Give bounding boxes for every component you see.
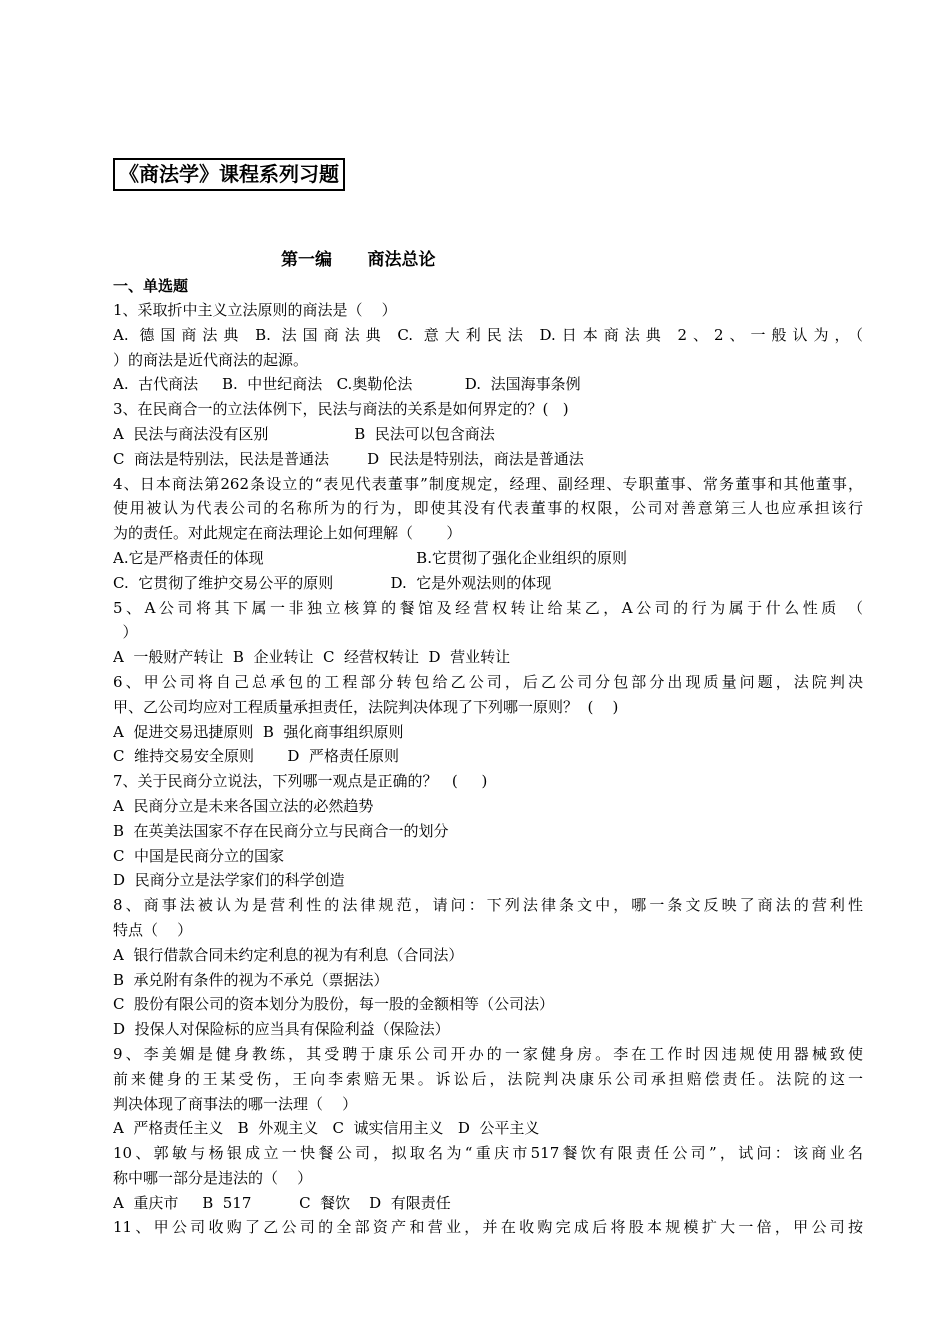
option-line: A 促进交易迅捷原则 B 强化商事组织原则 <box>113 722 404 741</box>
option-line: A.它是严格责任的体现 B.它贯彻了强化企业组织的原则 <box>113 548 627 567</box>
option-line: A 民法与商法没有区别 B 民法可以包含商法 <box>113 424 495 443</box>
option-line: A. 古代商法 B. 中世纪商法 C.奥勒伦法 D. 法国海事条例 <box>113 375 581 394</box>
option-line: A 严格责任主义 B 外观主义 C 诚实信用主义 D 公平主义 <box>113 1119 540 1138</box>
option-line: C 维持交易安全原则 D 严格责任原则 <box>113 747 399 766</box>
question-line: 6、甲公司将自己总承包的工程部分转包给乙公司，后乙公司分包部分出现质量问题，法院判决 <box>113 672 863 691</box>
question-line: 4、日本商法第262条设立的“表见代表董事”制度规定，经理、副经理、专职董事、常务董事和其他董事， <box>113 474 863 493</box>
question-line: 3、在民商合一的立法体例下，民法与商法的关系是如何界定的？( ) <box>113 400 569 419</box>
part-title: 第一编 商法总论 <box>281 250 436 270</box>
option-line: C. 它贯彻了维护交易公平的原则 D. 它是外观法则的体现 <box>113 573 552 592</box>
option-line: D 投保人对保险标的应当具有保险利益（保险法） <box>113 1020 450 1039</box>
section-title: 一、单选题 <box>113 277 189 295</box>
question-body <box>113 298 863 1240</box>
question-line: 11、甲公司收购了乙公司的全部资产和营业，并在收购完成后将股本规模扩大一倍，甲公司按 <box>113 1218 863 1237</box>
question-line: 判决体现了商事法的哪一法理（ ） <box>113 1094 358 1113</box>
question-line: 5、A公司将其下属一非独立核算的餐馆及经营权转让给某乙，A公司的行为属于什么性质 （ <box>113 598 863 617</box>
option-line: C 股份有限公司的资本划分为股份，每一股的金额相等（公司法） <box>113 995 555 1014</box>
question-line: 9、李美媚是健身教练，其受聘于康乐公司开办的一家健身房。李在工作时因违规使用器械致使 <box>113 1044 863 1063</box>
question-line: 使用被认为代表公司的名称所为的行为，即使其没有代表董事的权限，公司对善意第三人也应承担该行 <box>113 499 863 518</box>
question-line: 7、关于民商分立说法，下列哪一观点是正确的？ ( ) <box>113 772 488 791</box>
question-line: 10、郭敏与杨银成立一快餐公司，拟取名为“重庆市517餐饮有限责任公司”，试问：该商业名 <box>113 1144 863 1163</box>
question-line: 前来健身的王某受伤，王向李索赔无果。诉讼后，法院判决康乐公司承担赔偿责任。法院的这一 <box>113 1069 863 1088</box>
question-line: 甲、乙公司均应对工程质量承担责任，法院判决体现了下列哪一原则？ ( ) <box>113 697 619 716</box>
question-line: 称中哪一部分是违法的（ ） <box>113 1168 313 1187</box>
question-line: 为的责任。对此规定在商法理论上如何理解（ ） <box>113 524 462 543</box>
option-line: B 承兑附有条件的视为不承兑（票据法） <box>113 970 389 989</box>
option-line: B 在英美法国家不存在民商分立与民商合一的划分 <box>113 821 449 840</box>
question-line: 特点（ ） <box>113 920 193 939</box>
option-line: A 一般财产转让 B 企业转让 C 经营权转让 D 营业转让 <box>113 648 511 667</box>
question-line: 8、商事法被认为是营利性的法律规范，请问：下列法律条文中，哪一条文反映了商法的营利性 <box>113 896 863 915</box>
option-line: D 民商分立是法学家们的科学创造 <box>113 871 345 890</box>
option-line: A 民商分立是未来各国立法的必然趋势 <box>113 796 374 815</box>
question-line: A. 德国商法典 B. 法国商法典 C. 意大利民法 D.日本商法典 2、2、一般认为，（ <box>113 325 863 344</box>
question-line: ）的商法是近代商法的起源。 <box>113 350 309 369</box>
option-line: C 商法是特别法，民法是普通法 D 民法是特别法，商法是普通法 <box>113 449 584 468</box>
question-line: ） <box>113 623 138 642</box>
document-title: 《商法学》课程系列习题 <box>113 158 345 191</box>
option-line: A 重庆市 B 517 C 餐饮 D 有限责任 <box>113 1193 451 1212</box>
option-line: C 中国是民商分立的国家 <box>113 846 285 865</box>
option-line: A 银行借款合同未约定利息的视为有利息（合同法） <box>113 945 464 964</box>
question-line: 1、采取折中主义立法原则的商法是（ ） <box>113 301 397 319</box>
